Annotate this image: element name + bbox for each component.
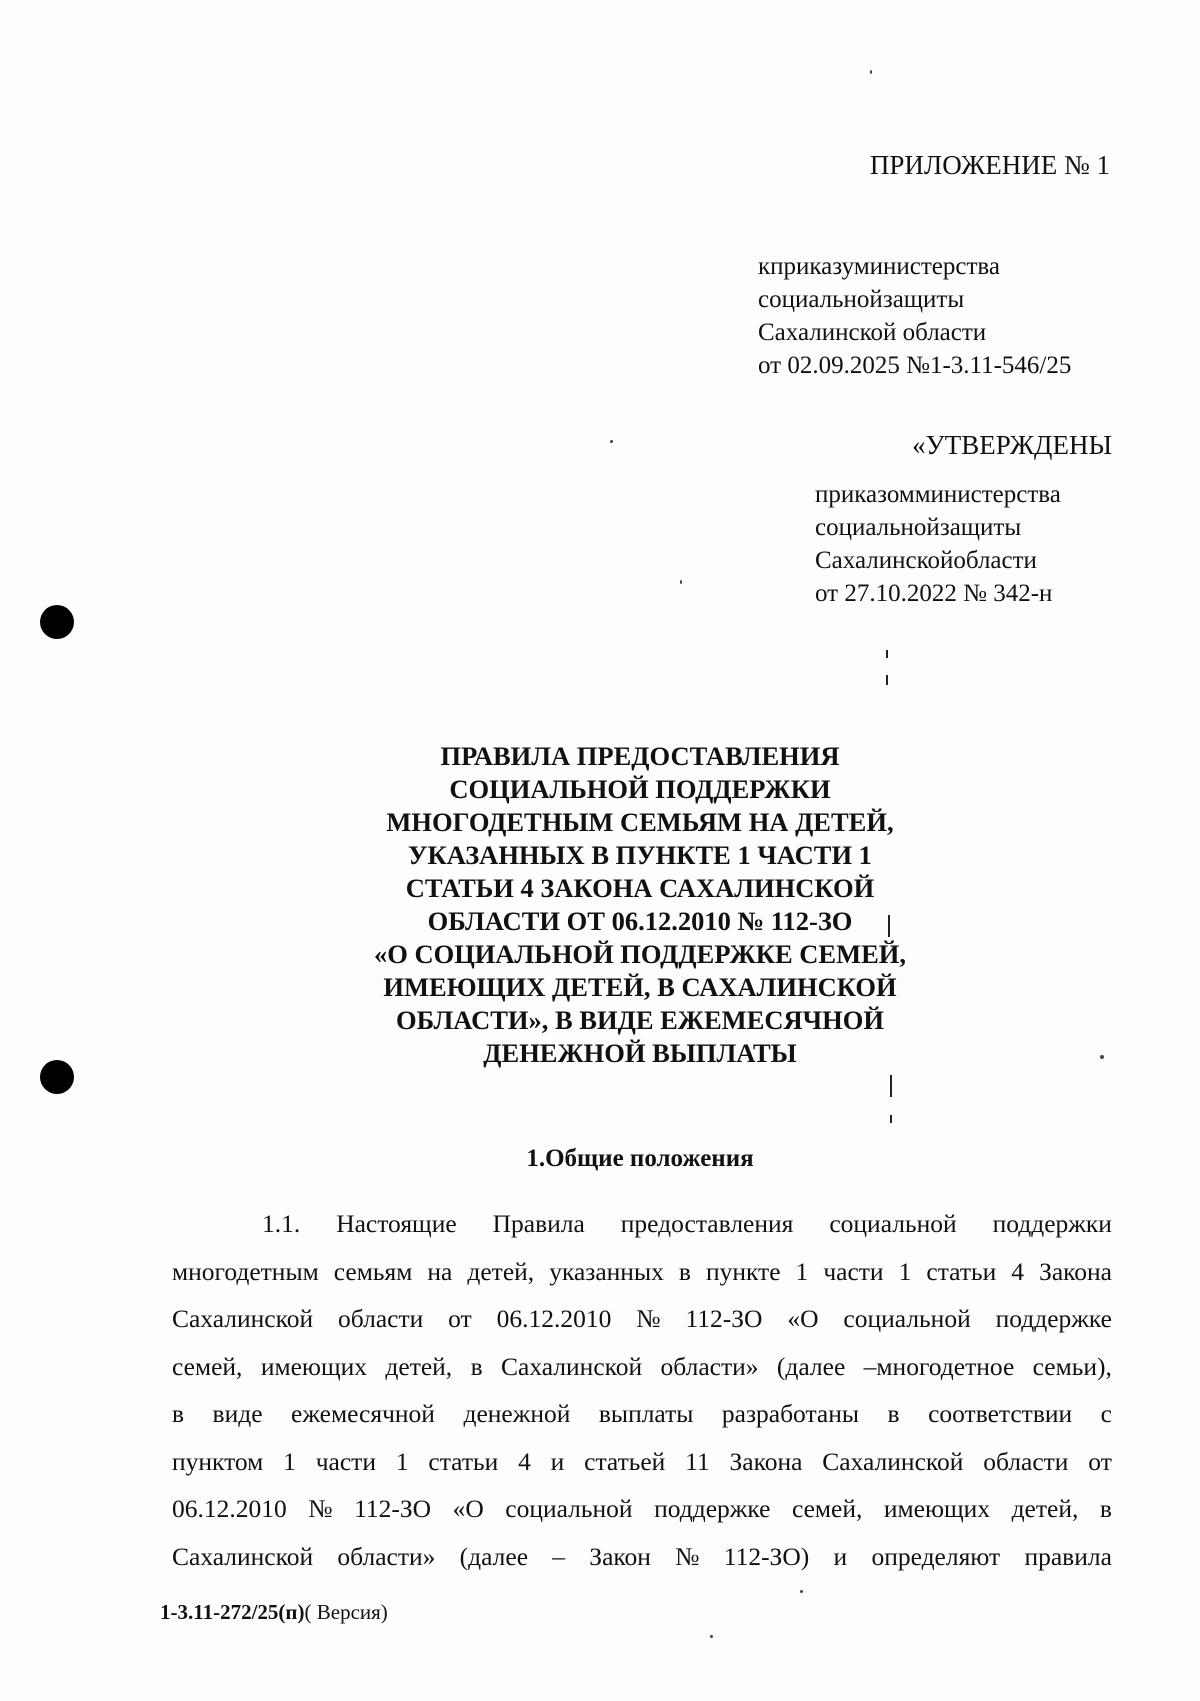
annex-title: ПРИЛОЖЕНИЕ № 1	[869, 150, 1110, 180]
paragraph-line	[172, 1200, 1112, 1248]
approved-line	[815, 478, 1112, 511]
title-line: ОБЛАСТИ», В ВИДЕ ЕЖЕМЕСЯЧНОЙ	[396, 1005, 884, 1035]
word: Настоящие	[336, 1209, 457, 1238]
word: Сахалинской области	[758, 319, 987, 346]
word: 4	[518, 1446, 531, 1476]
word: части	[315, 1446, 376, 1476]
word: детей,	[467, 1256, 535, 1286]
word: области	[983, 1446, 1069, 1476]
word: 1	[898, 1256, 912, 1286]
section-paragraph	[172, 1200, 1112, 1580]
scan-speck	[610, 440, 613, 443]
order-line	[758, 316, 1112, 349]
word: в	[470, 1351, 483, 1381]
word: в	[1099, 1494, 1112, 1523]
word: 4	[1011, 1256, 1025, 1286]
footer-code	[160, 1600, 388, 1625]
approved-reference	[815, 478, 1112, 610]
title-line: УКАЗАННЫХ В ПУНКТЕ 1 ЧАСТИ 1	[408, 840, 872, 870]
word: социальной	[829, 1209, 957, 1238]
approved-line	[815, 544, 1112, 577]
word: поддержке	[995, 1304, 1112, 1333]
word: детей,	[1011, 1494, 1079, 1523]
word: семьям	[333, 1256, 413, 1286]
word: Сахалинской	[815, 547, 954, 574]
word: министерства	[853, 253, 1000, 280]
word: виде	[212, 1399, 263, 1428]
word: семьи),	[1032, 1351, 1112, 1381]
word: приказом	[815, 481, 915, 508]
word: имеющих	[260, 1351, 368, 1381]
word: многодетным	[172, 1256, 319, 1286]
word: соответствии	[928, 1399, 1073, 1428]
document-code: 1-3.11-272/25(п)	[160, 1600, 305, 1624]
word: Сахалинской	[172, 1304, 314, 1333]
word: №	[675, 1541, 700, 1571]
word: №	[308, 1494, 333, 1523]
word: 1	[283, 1446, 296, 1476]
word: указанных	[549, 1256, 664, 1286]
approved-line	[815, 511, 1112, 544]
word: семей,	[791, 1494, 863, 1523]
word: социальной	[505, 1494, 633, 1523]
section-heading: 1.Общие положения	[526, 1145, 754, 1172]
order-reference	[758, 250, 1112, 382]
word: №	[636, 1304, 661, 1333]
word: в	[678, 1256, 691, 1286]
word: 112-ЗО)	[723, 1541, 810, 1571]
word: области	[338, 1304, 424, 1333]
word: правила	[1024, 1541, 1112, 1571]
word: денежной	[463, 1399, 571, 1428]
word: Сахалинской	[172, 1541, 314, 1571]
word: к	[758, 253, 771, 280]
word: от 27.10.2022 № 342-н	[815, 580, 1053, 607]
title-line: СТАТЬИ 4 ЗАКОНА САХАЛИНСКОЙ	[405, 873, 875, 903]
scan-mark	[886, 650, 888, 658]
word: от 02.09.2025 №1-3.11-546/25	[758, 352, 1072, 379]
word: и	[833, 1541, 848, 1571]
word: социальной	[815, 514, 940, 541]
word: предоставления	[620, 1209, 794, 1238]
word: поддержке	[654, 1494, 771, 1523]
word: имеющих	[883, 1494, 991, 1523]
word: Сахалинской	[822, 1446, 964, 1476]
word: пунктом	[172, 1446, 264, 1476]
word: области	[953, 547, 1037, 574]
approved-title: «УТВЕРЖДЕНЫ	[912, 430, 1112, 460]
scan-speck	[710, 1635, 713, 1638]
word: с	[1100, 1399, 1112, 1428]
word: статьи	[428, 1446, 499, 1476]
word: области»	[660, 1351, 759, 1381]
paragraph-line	[172, 1248, 1112, 1296]
word: Правила	[492, 1209, 585, 1238]
word: в	[172, 1399, 185, 1428]
approved-line	[815, 577, 1112, 610]
word: от	[448, 1304, 472, 1333]
word: Закон	[589, 1541, 651, 1571]
title-line: ОБЛАСТИ ОТ 06.12.2010 № 112-ЗО	[427, 906, 853, 936]
word: 1.1.	[262, 1209, 301, 1238]
word: –	[552, 1541, 566, 1571]
scan-speck	[800, 1590, 803, 1593]
word: –многодетное	[863, 1351, 1015, 1381]
title-line: ПРАВИЛА ПРЕДОСТАВЛЕНИЯ	[440, 741, 840, 771]
word: пункте	[705, 1256, 781, 1286]
paragraph-line	[172, 1390, 1112, 1438]
order-line	[758, 283, 1112, 316]
punch-hole-bottom	[40, 1060, 74, 1094]
word: 11	[685, 1446, 710, 1476]
word: министерства	[914, 481, 1061, 508]
word: 1	[795, 1256, 809, 1286]
word: статьи	[926, 1256, 997, 1286]
order-line	[758, 349, 1112, 382]
title-line: ИМЕЮЩИХ ДЕТЕЙ, В САХАЛИНСКОЙ	[383, 972, 897, 1002]
paragraph-line	[172, 1295, 1112, 1343]
title-line: «О СОЦИАЛЬНОЙ ПОДДЕРЖКЕ СЕМЕЙ,	[373, 939, 907, 969]
word: Закона	[1039, 1256, 1112, 1286]
word: (далее	[459, 1541, 529, 1571]
scan-mark	[890, 1075, 892, 1097]
word: «О	[452, 1494, 484, 1523]
word: в	[887, 1399, 900, 1428]
document-version: ( Версия)	[304, 1600, 388, 1624]
word: «О	[787, 1304, 819, 1333]
order-line	[758, 250, 1112, 283]
word: 06.12.2010	[496, 1304, 612, 1333]
punch-hole-top	[40, 605, 74, 639]
word: разработаны	[721, 1399, 860, 1428]
word: Закона	[729, 1446, 803, 1476]
document-title	[330, 740, 950, 1070]
title-line: СОЦИАЛЬНОЙ ПОДДЕРЖКИ	[449, 774, 831, 804]
word: статьей	[584, 1446, 666, 1476]
word: социальной	[843, 1304, 971, 1333]
word: социальной	[758, 286, 883, 313]
title-line: МНОГОДЕТНЫМ СЕМЬЯМ НА ДЕТЕЙ,	[386, 807, 894, 837]
word: 06.12.2010	[172, 1494, 287, 1523]
paragraph-line	[172, 1438, 1112, 1486]
word: 112-ЗО	[354, 1494, 432, 1523]
word: определяют	[871, 1541, 1001, 1571]
word: части	[823, 1256, 884, 1286]
scan-speck	[680, 580, 682, 584]
scan-speck	[1100, 1055, 1104, 1059]
scan-mark	[886, 675, 888, 685]
word: защиты	[882, 286, 965, 313]
word: детей,	[385, 1351, 453, 1381]
word: ежемесячной	[291, 1399, 435, 1428]
word: на	[427, 1256, 453, 1286]
word: защиты	[939, 514, 1022, 541]
paragraph-line	[172, 1533, 1112, 1581]
paragraph-line	[172, 1343, 1112, 1391]
word: (далее	[776, 1351, 846, 1381]
title-line: ДЕНЕЖНОЙ ВЫПЛАТЫ	[483, 1038, 797, 1068]
scan-mark	[888, 915, 890, 937]
word: и	[550, 1446, 565, 1476]
word: семей,	[172, 1351, 243, 1381]
word: выплаты	[598, 1399, 694, 1428]
scan-speck	[870, 70, 872, 74]
scan-mark	[890, 1115, 892, 1123]
word: 1	[395, 1446, 409, 1476]
word: приказу	[770, 253, 854, 280]
word: области»	[337, 1541, 436, 1571]
paragraph-line	[172, 1485, 1112, 1533]
word: поддержки	[992, 1209, 1112, 1238]
word: от	[1088, 1446, 1112, 1476]
word: 112-ЗО	[685, 1304, 763, 1333]
word: Сахалинской	[501, 1351, 643, 1381]
